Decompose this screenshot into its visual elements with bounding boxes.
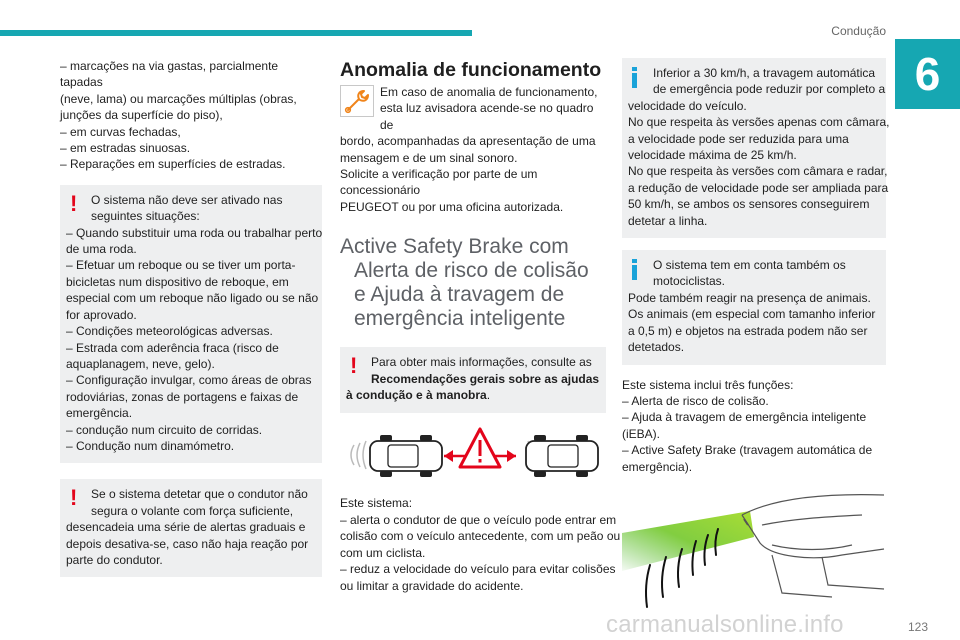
info-icon (632, 259, 637, 281)
text-line: – Efetuar um reboque ou se tiver um porta- (66, 258, 296, 273)
info-note-speed (622, 58, 890, 238)
top-accent-bar (0, 30, 472, 36)
text-line: – em curvas fechadas, (60, 124, 181, 139)
intro-list (60, 58, 322, 173)
text-line: Inferior a 30 km/h, a travagem automática (653, 66, 876, 80)
text-line: – Reparações em superfícies de estradas. (60, 157, 286, 172)
text-line: a velocidade pode ser reduzida para uma (628, 131, 849, 146)
text-line: – Quando substituir uma roda ou trabalhar perto (66, 225, 323, 240)
text-line: – Active Safety Brake (travagem automática de (622, 443, 873, 458)
text-punct: . (486, 388, 491, 403)
own-car-icon (370, 435, 442, 477)
text-line: detetar a linha. (628, 213, 708, 228)
collision-warning-triangle-icon (460, 429, 500, 467)
text-line: emergência. (66, 406, 133, 421)
text-line: Este sistema: (340, 496, 413, 511)
text-line: detetados. (628, 340, 685, 355)
text-line: velocidade do veículo. (628, 98, 747, 113)
warning-exclamation-icon: ! (350, 353, 358, 379)
text-line-bold: Recomendações gerais sobre as ajudas (371, 371, 600, 386)
warning-exclamation-icon: ! (70, 190, 78, 216)
column-middle (340, 58, 621, 594)
anomaly-heading: Anomalia de funcionamento (340, 59, 602, 81)
text-line: a 0,5 m) e objetos na estrada podem não ser (628, 323, 868, 338)
vehicle-ahead-icon (526, 435, 598, 477)
text-line: colisão com o veículo antecedente, com um peão ou (340, 529, 621, 544)
text-line-bold: à condução e à manobra (346, 388, 487, 403)
text-line: de emergência pode reduzir por completo a (653, 82, 886, 97)
text-line: bordo, acompanhadas da apresentação de uma (340, 134, 596, 149)
wrench-warning-lamp-icon (340, 85, 374, 117)
text-line: O sistema não deve ser ativado nas (91, 192, 283, 207)
text-line: – marcações na via gastas, parcialmente tapadas (60, 59, 279, 90)
text-line: Solicite a verificação por parte de um concessionário (340, 167, 538, 198)
heading-line: Active Safety Brake com (340, 235, 569, 259)
text-line: – reduz a velocidade do veículo para evitar colisões (340, 562, 616, 577)
text-line: – em estradas sinuosas. (60, 141, 191, 156)
heading-line: e Ajuda à travagem de (354, 283, 565, 307)
text-line: – Configuração invulgar, como áreas de obras (66, 373, 312, 388)
text-line: com um ciclista. (340, 545, 426, 560)
text-line: velocidade máxima de 25 km/h. (628, 148, 797, 163)
vehicle-front-icon (742, 495, 884, 597)
watermark: carmanualsonline.info (606, 611, 844, 638)
text-line: depois desativa-se, caso não haja reação por (66, 536, 309, 551)
text-line: especial com um reboque não ligado ou se não (66, 291, 319, 306)
text-line: bicicletas num dispositivo de reboque, em (66, 274, 289, 289)
text-line: motociclistas. (653, 274, 726, 289)
text-line: aquaplanagem, neve, gelo). (66, 356, 215, 371)
text-line: – alerta o condutor de que o veículo pode entrar em (340, 512, 617, 527)
warning-note-steering (60, 479, 322, 577)
chapter-tab: 6 (895, 39, 960, 109)
text-line: PEUGEOT ou por uma oficina autorizada. (340, 199, 564, 214)
text-line: a redução de velocidade pode ser ampliada para (628, 180, 889, 195)
warning-exclamation-icon: ! (70, 485, 78, 511)
column-left (60, 58, 322, 577)
system-description (340, 495, 621, 593)
text-line: Os animais (em especial com tamanho inferior (628, 307, 876, 322)
text-line: No que respeita às versões com câmara e radar, (628, 164, 888, 179)
text-line: – Estrada com aderência fraca (risco de (66, 340, 279, 355)
functions-list (622, 377, 886, 475)
text-line: – Alerta de risco de colisão. (622, 393, 769, 408)
text-line: – Condições meteorológicas adversas. (66, 324, 273, 339)
text-line: for aprovado. (66, 307, 137, 322)
text-line: – Ajuda à travagem de emergência inteligente (622, 410, 867, 425)
text-line: Este sistema inclui três funções: (622, 377, 794, 392)
text-line: – condução num circuito de corridas. (66, 422, 263, 437)
text-line: (neve, lama) ou marcações múltiplas (obras, (60, 91, 297, 106)
text-line: ou limitar a gravidade do acidente. (340, 578, 524, 593)
text-line: Pode também reagir na presença de animais. (628, 290, 871, 305)
text-line: Em caso de anomalia de funcionamento, (380, 85, 598, 99)
collision-warning-illustration (340, 423, 606, 489)
info-icon (632, 67, 637, 89)
text-line: de uma roda. (66, 242, 137, 257)
text-line: emergência). (622, 459, 693, 474)
page-number: 123 (907, 620, 928, 634)
section-title: Condução (831, 24, 886, 38)
text-line: junções da superfície do piso), (60, 108, 223, 123)
warning-note-situations (60, 185, 322, 464)
asb-heading (340, 235, 606, 331)
text-line: rodoviárias, zonas de portagens e faixas de (66, 389, 299, 404)
text-line: segura o volante com força suficiente, (91, 503, 294, 518)
text-line: O sistema tem em conta também os (653, 258, 846, 273)
anomaly-text (340, 84, 606, 215)
text-line: Se o sistema detetar que o condutor não (91, 487, 308, 502)
warning-note-recommendations (340, 347, 606, 413)
text-line: esta luz avisadora acende-se no quadro de (380, 101, 594, 132)
text-line: 50 km/h, se ambos os sensores conseguirem (628, 197, 870, 212)
heading-line: Alerta de risco de colisão (354, 259, 589, 283)
info-note-motorcyclists (622, 250, 886, 364)
text-line: – Condução num dinamómetro. (66, 438, 235, 453)
text-line: parte do condutor. (66, 552, 163, 567)
text-line: mensagem e de um sinal sonoro. (340, 150, 518, 165)
text-line: No que respeita às versões apenas com câmara, (628, 115, 890, 130)
text-line: desencadeia uma série de alertas graduais e (66, 520, 306, 535)
sensor-beam (622, 511, 754, 571)
heading-line: emergência inteligente (354, 307, 566, 331)
car-sensor-illustration (622, 485, 886, 613)
text-line: Para obter mais informações, consulte as (371, 355, 592, 370)
text-line: (iEBA). (622, 426, 661, 441)
text-line: seguintes situações: (91, 209, 200, 224)
column-right (622, 58, 890, 613)
